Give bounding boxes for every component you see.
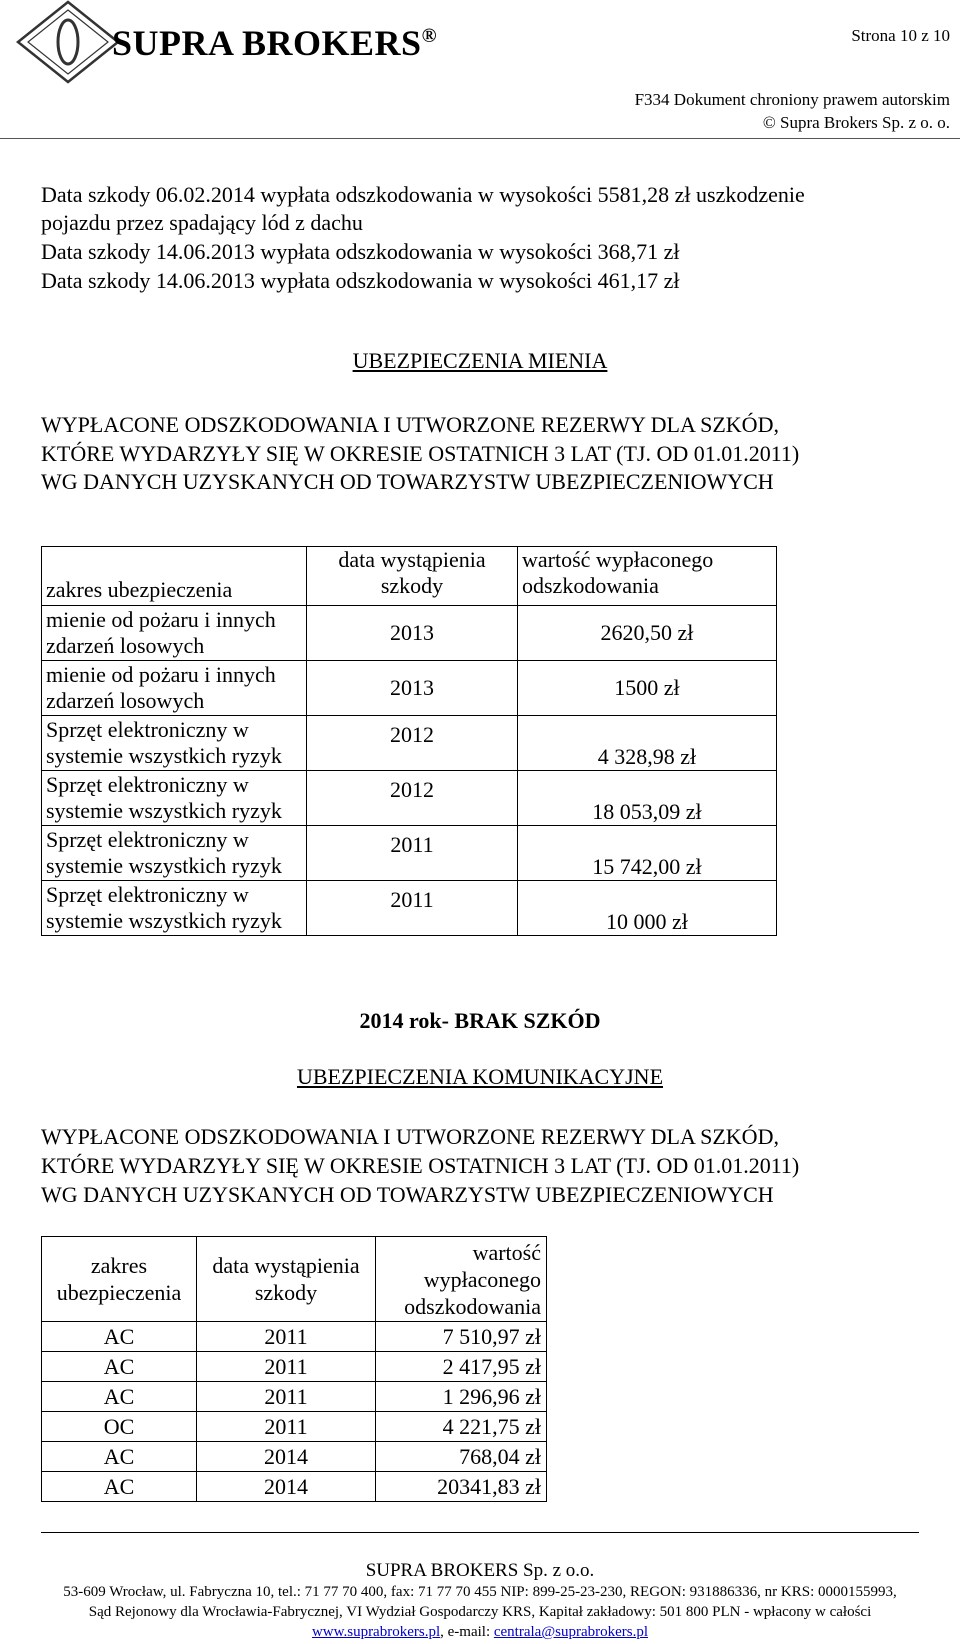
cell-amount: 4 221,75 zł bbox=[376, 1412, 547, 1442]
property-claims-table bbox=[41, 546, 777, 936]
cell-amount: 15 742,00 zł bbox=[518, 826, 777, 881]
table-row bbox=[42, 716, 777, 771]
email-link[interactable]: centrala@suprabrokers.pl bbox=[493, 1624, 649, 1640]
footer-registry: Sąd Rejonowy dla Wrocławia-Fabrycznej, VI Wydział Gospodarczy KRS, Kapitał zakładowy: 501 800 PLN - wpłacony w całości bbox=[88, 1604, 872, 1620]
cell-year: 2012 bbox=[307, 716, 518, 771]
cell-year: 2011 bbox=[307, 826, 518, 881]
footer-address: 53-609 Wrocław, ul. Fabryczna 10, tel.: 71 77 70 400, fax: 71 77 70 455 NIP: 899-25-23-230, REGON: 931886336, nr KRS: 0000155993, bbox=[63, 1584, 897, 1600]
copyright-notice: F334 Dokument chroniony prawem autorskim bbox=[634, 90, 950, 109]
intro-line: Data szkody 06.02.2014 wypłata odszkodowania w wysokości 5581,28 zł uszkodzenie bbox=[41, 182, 805, 207]
cell-year: 2012 bbox=[307, 771, 518, 826]
cell-year: 2011 bbox=[307, 881, 518, 936]
cell-scope: OC bbox=[42, 1412, 197, 1442]
footer-company: SUPRA BROKERS Sp. z o.o. bbox=[365, 1560, 595, 1581]
section-heading-line: WG DANYCH UZYSKANYCH OD TOWARZYSTW UBEZPIECZENIOWYCH bbox=[41, 469, 774, 494]
footer-contact bbox=[0, 1624, 960, 1641]
page-number: Strona 10 z 10 bbox=[851, 26, 950, 45]
cell-year: 2011 bbox=[197, 1322, 376, 1352]
cell-amount: 4 328,98 zł bbox=[518, 716, 777, 771]
header-divider bbox=[0, 138, 960, 139]
cell-year: 2013 bbox=[307, 661, 518, 716]
table-row bbox=[42, 661, 777, 716]
footer-divider bbox=[41, 1532, 919, 1533]
company-logo bbox=[12, 0, 124, 84]
cell-year: 2011 bbox=[197, 1412, 376, 1442]
table-row bbox=[42, 1352, 547, 1382]
cell-amount: 18 053,09 zł bbox=[518, 771, 777, 826]
cell-year: 2011 bbox=[197, 1352, 376, 1382]
table-row bbox=[42, 881, 777, 936]
cell-amount: 2 417,95 zł bbox=[376, 1352, 547, 1382]
section-heading-line: WYPŁACONE ODSZKODOWANIA I UTWORZONE REZERWY DLA SZKÓD, bbox=[41, 412, 779, 437]
intro-line: pojazdu przez spadający lód z dachu bbox=[41, 210, 363, 235]
table-row bbox=[42, 1472, 547, 1502]
table-row bbox=[42, 606, 777, 661]
cell-amount: 7 510,97 zł bbox=[376, 1322, 547, 1352]
table-row bbox=[42, 771, 777, 826]
cell-scope: mienie od pożaru i innych zdarzeń losowych bbox=[42, 661, 307, 716]
column-header-amount: wartość wypłaconego odszkodowania bbox=[518, 547, 777, 606]
table-row bbox=[42, 826, 777, 881]
cell-scope: AC bbox=[42, 1382, 197, 1412]
intro-line: Data szkody 14.06.2013 wypłata odszkodowania w wysokości 368,71 zł bbox=[41, 239, 680, 264]
intro-line: Data szkody 14.06.2013 wypłata odszkodowania w wysokości 461,17 zł bbox=[41, 268, 680, 293]
table-row bbox=[42, 1322, 547, 1352]
column-header-scope: zakres ubezpieczenia bbox=[42, 547, 307, 606]
section-heading-line: KTÓRE WYDARZYŁY SIĘ W OKRESIE OSTATNICH 3 LAT (TJ. OD 01.01.2011) bbox=[41, 1153, 800, 1178]
section-title-motor: UBEZPIECZENIA KOMUNIKACYJNE bbox=[296, 1064, 664, 1089]
table-header-row bbox=[42, 547, 777, 606]
table-row bbox=[42, 1412, 547, 1442]
cell-scope: Sprzęt elektroniczny w systemie wszystkich ryzyk bbox=[42, 881, 307, 936]
cell-scope: Sprzęt elektroniczny w systemie wszystkich ryzyk bbox=[42, 771, 307, 826]
cell-scope: AC bbox=[42, 1322, 197, 1352]
cell-amount: 1500 zł bbox=[518, 661, 777, 716]
cell-amount: 768,04 zł bbox=[376, 1442, 547, 1472]
cell-scope: mienie od pożaru i innych zdarzeń losowych bbox=[42, 606, 307, 661]
table-row bbox=[42, 1442, 547, 1472]
cell-amount: 2620,50 zł bbox=[518, 606, 777, 661]
cell-scope: AC bbox=[42, 1352, 197, 1382]
section-heading-line: WG DANYCH UZYSKANYCH OD TOWARZYSTW UBEZPIECZENIOWYCH bbox=[41, 1182, 774, 1207]
cell-scope: Sprzęt elektroniczny w systemie wszystkich ryzyk bbox=[42, 716, 307, 771]
column-header-date: data wystąpienia szkody bbox=[307, 547, 518, 606]
brand-name: SUPRA BROKERS® bbox=[112, 23, 438, 63]
motor-claims-table bbox=[41, 1236, 547, 1502]
section-heading-line: KTÓRE WYDARZYŁY SIĘ W OKRESIE OSTATNICH 3 LAT (TJ. OD 01.01.2011) bbox=[41, 441, 800, 466]
cell-year: 2014 bbox=[197, 1472, 376, 1502]
section-heading-line: WYPŁACONE ODSZKODOWANIA I UTWORZONE REZERWY DLA SZKÓD, bbox=[41, 1124, 779, 1149]
cell-year: 2013 bbox=[307, 606, 518, 661]
cell-scope: AC bbox=[42, 1442, 197, 1472]
cell-amount: 20341,83 zł bbox=[376, 1472, 547, 1502]
cell-amount: 1 296,96 zł bbox=[376, 1382, 547, 1412]
cell-year: 2011 bbox=[197, 1382, 376, 1412]
section-title-property: UBEZPIECZENIA MIENIA bbox=[352, 348, 608, 373]
no-claims-note: 2014 rok- BRAK SZKÓD bbox=[359, 1008, 601, 1033]
column-header-date: data wystąpienia szkody bbox=[197, 1237, 376, 1322]
website-link[interactable]: www.suprabrokers.pl bbox=[311, 1624, 441, 1640]
table-header-row bbox=[42, 1237, 547, 1322]
cell-amount: 10 000 zł bbox=[518, 881, 777, 936]
column-header-scope: zakres ubezpieczenia bbox=[42, 1237, 197, 1322]
email-label: , e-mail: bbox=[440, 1624, 494, 1640]
table-row bbox=[42, 1382, 547, 1412]
column-header-amount: wartość wypłaconego odszkodowania bbox=[376, 1237, 547, 1322]
cell-year: 2014 bbox=[197, 1442, 376, 1472]
copyright-owner: © Supra Brokers Sp. z o. o. bbox=[762, 113, 950, 132]
cell-scope: Sprzęt elektroniczny w systemie wszystkich ryzyk bbox=[42, 826, 307, 881]
cell-scope: AC bbox=[42, 1472, 197, 1502]
